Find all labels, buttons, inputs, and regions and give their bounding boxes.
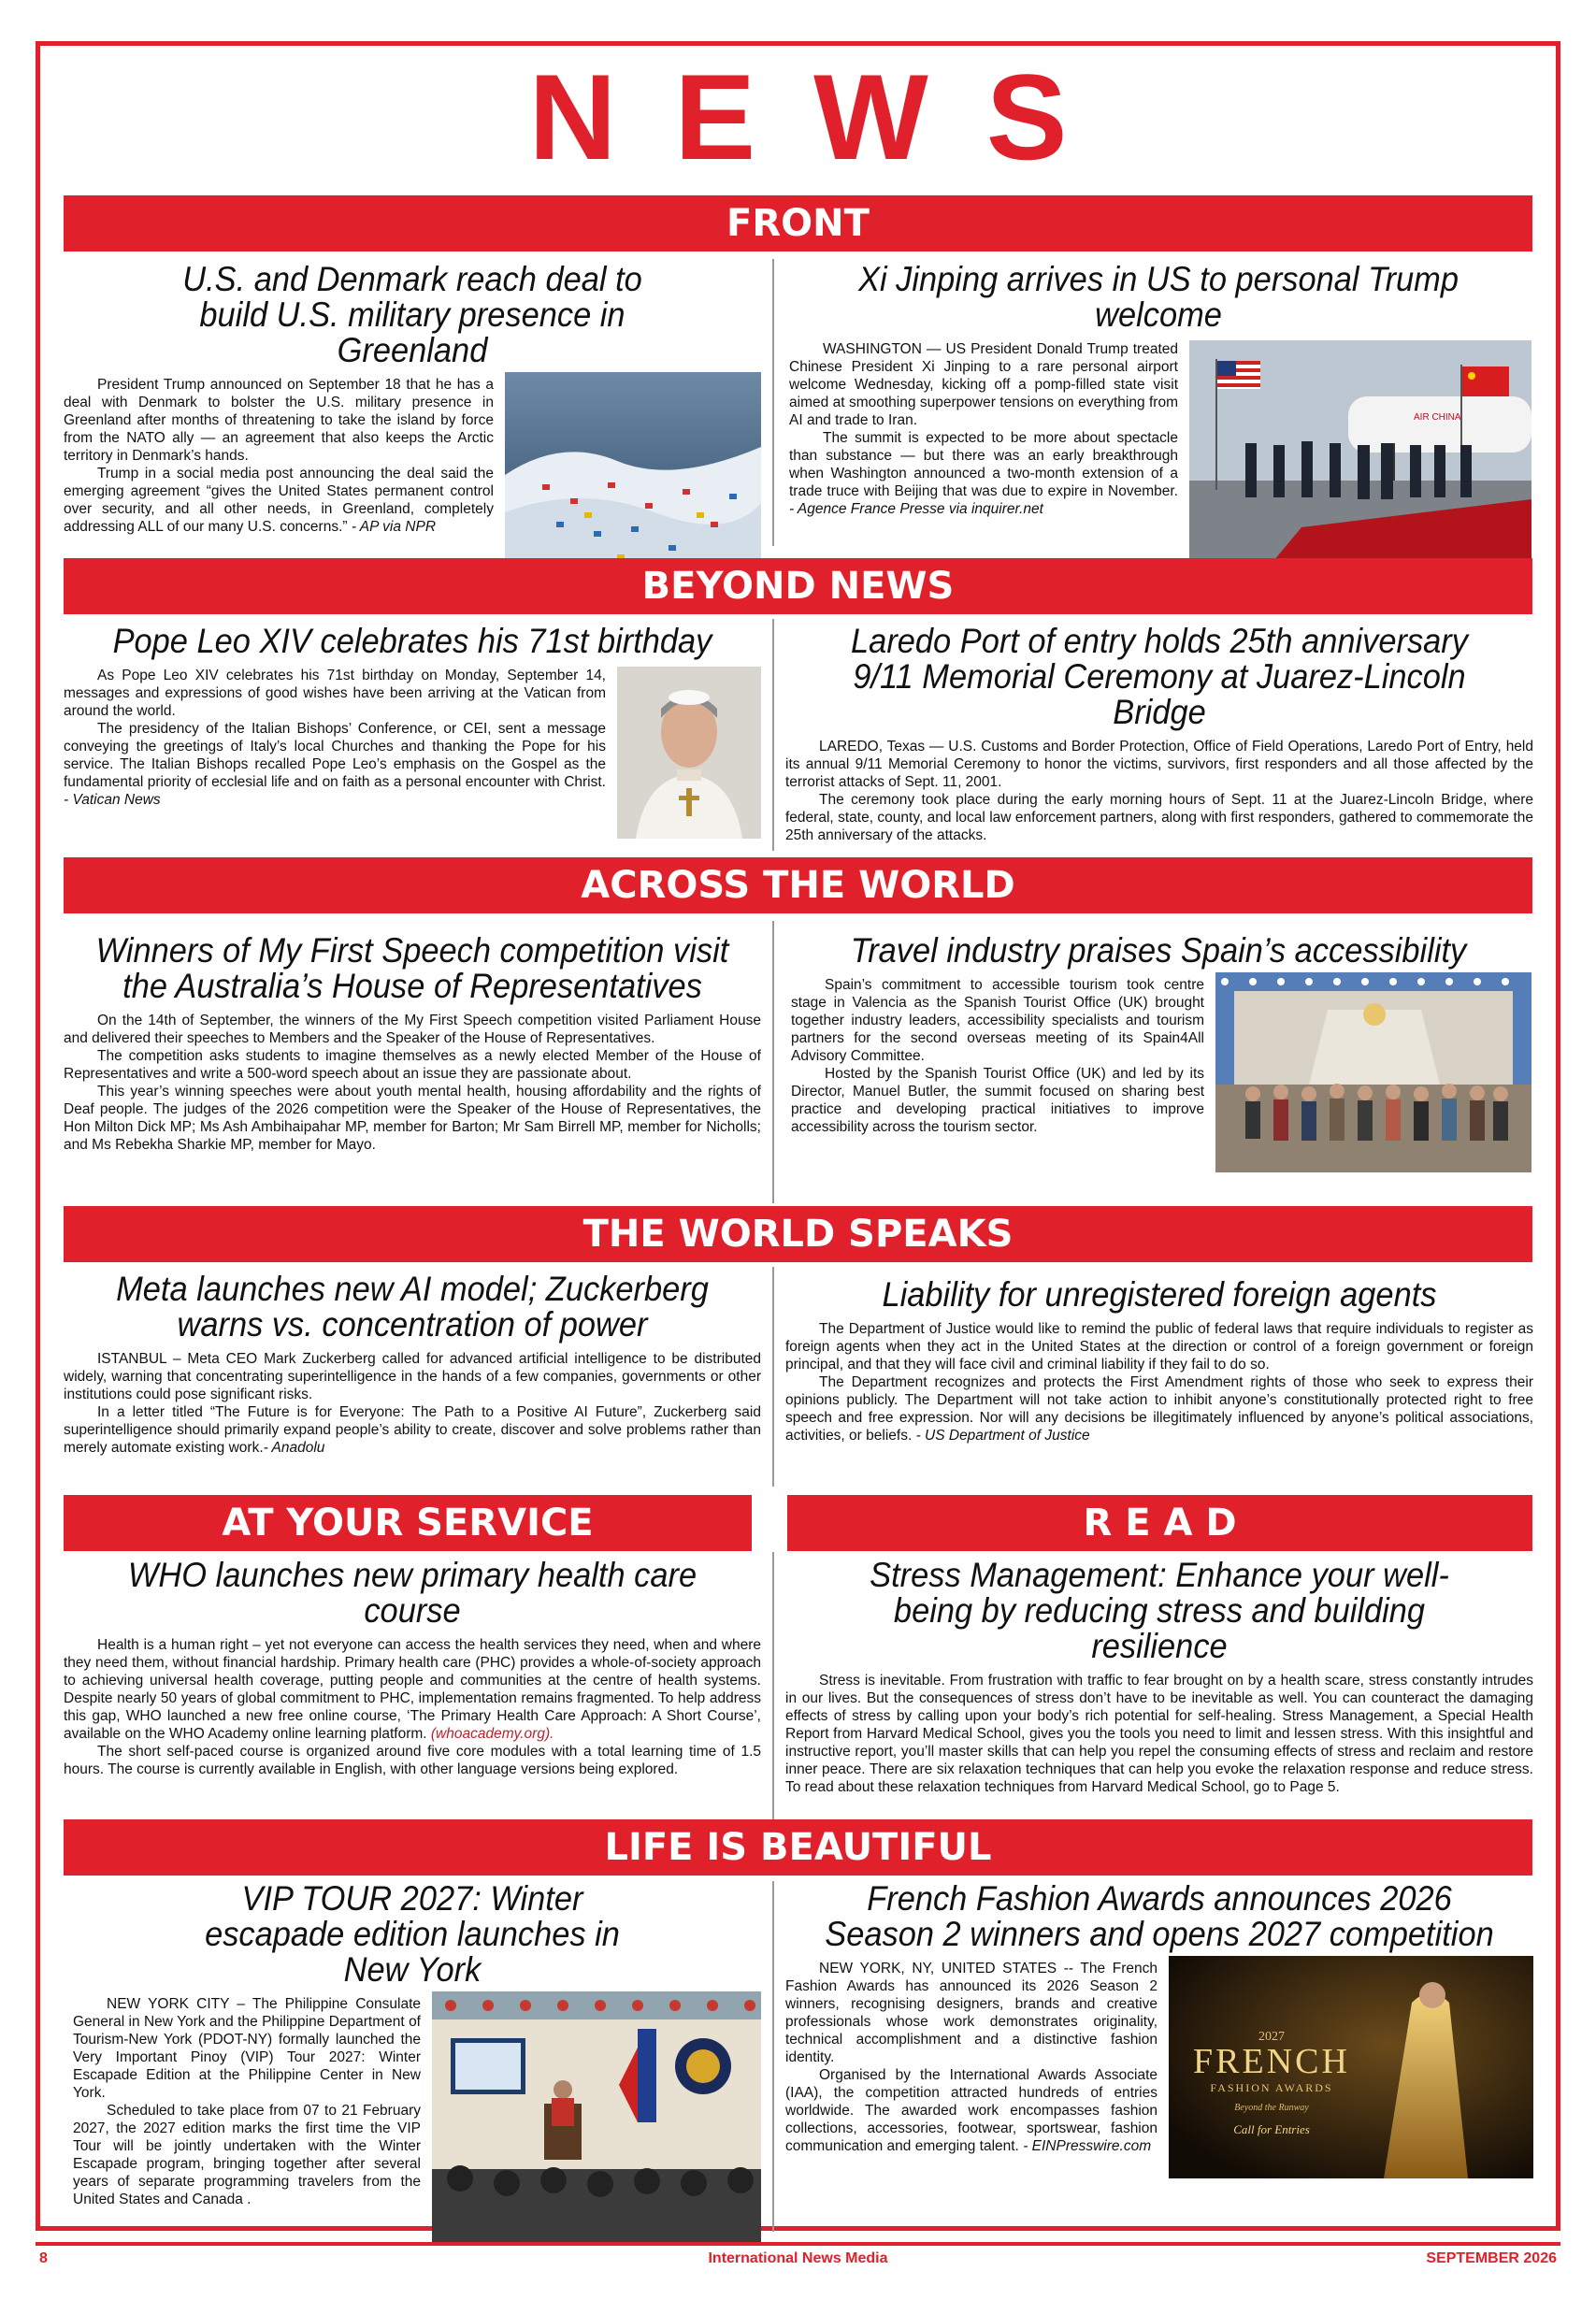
paragraph: Health is a human right – yet not everyone can access the health services they need, when and where they need them, without financial hardship. Primary health care (PHC) provides a whole-of-society approach to achieving universal health coverage, putting people and communities at the centre of health systems. Despite nearly 50 years of global commitment to PHC, implementation remains fragmented. To help address this gap, WHO launched a new free online course, ‘The Primary Health Care Approach: A Short Course’, available on the WHO Academy online learning platform. <box>64 1637 761 1742</box>
section-life-is-beautiful-band: LIFE IS BEAUTIFUL <box>64 1819 1532 1876</box>
headline: Travel industry praises Spain’s accessibility <box>850 931 1467 970</box>
paragraph: Spain’s commitment to accessible tourism took centre stage in Valencia as the Spanish Tourist Office (UK) brought together industry leaders, accessibility specialists and tourism partners for the second overseas meeting of its Spain4All Advisory Committee. <box>791 977 1204 1064</box>
paragraph: In a letter titled “The Future is for Everyone: The Path to a Positive AI Future”, Zuckerberg said superintelligence should primarily expand people’s ability to create, discover and solve problems rather than merely automate existing work. <box>64 1404 761 1456</box>
headline: Laredo Port of entry holds 25th anniversary 9/11 Memorial Ceremony at Juarez-Lincoln Bridge <box>851 622 1468 731</box>
section-the-world-speaks-band: THE WORLD SPEAKS <box>64 1206 1532 1262</box>
column-divider <box>772 619 774 851</box>
poster-tagline: Beyond the Runway <box>1234 2103 1309 2113</box>
article-source: - Vatican News <box>64 792 161 808</box>
article-first-speech <box>64 933 761 1154</box>
article-stress-management <box>785 1558 1533 1796</box>
paragraph: Hosted by the Spanish Tourist Office (UK) and led by its Director, Manuel Butler, the summit focused on sharing best practice and developing practical initiatives to improve accessibility across the tourism sector. <box>791 1066 1204 1135</box>
column-divider <box>772 259 774 546</box>
article-body <box>64 376 761 536</box>
article-body <box>64 1350 761 1457</box>
footer-rule <box>36 2242 1560 2246</box>
article-meta <box>64 1272 761 1457</box>
page-number: 8 <box>39 2250 48 2266</box>
paragraph: As Pope Leo XIV celebrates his 71st birthday on Monday, September 14, messages and expressions of good wishes have been arriving at the Vatican from around the world. <box>64 668 606 719</box>
paragraph: NEW YORK CITY – The Philippine Consulate General in New York and the Philippine Department of Tourism-New York (PDOT-NY) formally launched the Very Important Pinoy (VIP) Tour 2027: Winter Escapade Edition at the Philippine Center in New York. <box>73 1996 421 2101</box>
headline: WHO launches new primary health care course <box>127 1556 697 1630</box>
article-source: - Anadolu <box>263 1440 325 1456</box>
paragraph: On the 14th of September, the winners of the My First Speech competition visited Parliament House and delivered their speeches to Members and the Speaker of the House of Representatives. <box>64 1013 761 1046</box>
article-xi-jinping <box>785 262 1531 567</box>
article-french-fashion-awards <box>785 1881 1533 2184</box>
paragraph: The ceremony took place during the early morning hours of Sept. 11 at the Juarez-Lincoln Bridge, where federal, state, county, and local law enforcement partners, along with first responders, gathered to commemorate the 25th anniversary of the attacks. <box>785 792 1533 843</box>
article-spain <box>785 933 1531 1178</box>
paragraph: This year’s winning speeches were about youth mental health, housing affordability and the rights of Deaf people. The judges of the 2026 competition were the Speaker of the House of Representatives, the Hon Milton Dick MP; Ms Ash Ambihaipahar MP, member for Barton; Mr Sam Birrell MP, member for Nicholls; and Ms Rebekha Sharkie MP, member for Mayo. <box>64 1084 761 1153</box>
paragraph: The Department of Justice would like to remind the public of federal laws that require individuals to register as foreign agents when they act in the United States at the direction or control of a foreign government or foreign principal, and that they will face civil and criminal liability if they fail to do so. <box>785 1321 1533 1373</box>
article-source: - AP via NPR <box>351 519 437 535</box>
paragraph: The summit is expected to be more about spectacle than substance — but there was an early breakthrough when Washington announced a two-month extension of a trade truce with Beijing that was due to expire in November. <box>789 430 1178 499</box>
article-body <box>64 1636 761 1778</box>
article-body <box>785 738 1533 844</box>
pope-portrait-photo <box>617 667 761 839</box>
paragraph: WASHINGTON — US President Donald Trump treated Chinese President Xi Jinping to a rare personal airport welcome Wednesday, kicking off a pomp-filled state visit aimed at smoothing superpower tensions on everything from AI and trade to Iran. <box>789 341 1178 428</box>
french-fashion-awards-poster <box>1169 1956 1533 2178</box>
paragraph: Organised by the International Awards Associate (IAA), the competition attracted hundreds of entries worldwide. The awarded work encompasses fashion collections, accessories, footwear, sportswear, fashion communication and emerging talent. <box>785 2067 1157 2154</box>
headline: Liability for unregistered foreign agents <box>882 1275 1437 1314</box>
section-read-band: R E A D <box>787 1495 1532 1551</box>
paragraph: Trump in a social media post announcing the deal said the emerging agreement “gives the United States permanent control over security, and all other needs, in Greenland, completely addressing ALL of our many U.S. concerns.” <box>64 466 494 535</box>
poster-cta: Call for Entries <box>1233 2122 1310 2136</box>
spain-group-photo <box>1215 972 1531 1172</box>
plane-livery-text: AIR CHINA <box>1414 412 1461 423</box>
article-body <box>785 1672 1533 1796</box>
whoacademy-link[interactable]: (whoacademy.org). <box>430 1726 554 1742</box>
paragraph: NEW YORK, NY, UNITED STATES -- The French Fashion Awards has announced its 2026 Season 2 winners, recognising designers, brands and creative professionals whose work demonstrates originality, technical accomplishment and a distinctive fashion identity. <box>785 1961 1157 2065</box>
paragraph: Scheduled to take place from 07 to 21 February 2027, the 2027 edition marks the first time the VIP Tour will be jointly undertaken with the Winter Escapade program, bringing together after several years of separate programming travelers from the United States and Canada . <box>73 2103 421 2207</box>
headline: Meta launches new AI model; Zuckerberg warns vs. concentration of power <box>116 1270 709 1344</box>
article-body <box>785 976 1531 1136</box>
headline: VIP TOUR 2027: Winter escapade edition launches in New York <box>205 1879 620 1989</box>
poster-title: FRENCH <box>1193 2042 1350 2081</box>
article-source: - US Department of Justice <box>915 1428 1090 1444</box>
headline: Stress Management: Enhance your well-being by reducing stress and building resilience <box>870 1556 1449 1665</box>
section-beyond-news-band: BEYOND NEWS <box>64 558 1532 614</box>
article-body <box>64 1012 761 1154</box>
article-source: - EINPresswire.com <box>1023 2138 1152 2154</box>
greenland-photo <box>505 372 761 578</box>
headline: U.S. and Denmark reach deal to build U.S. military presence in Greenland <box>182 260 642 369</box>
article-pope <box>64 624 761 844</box>
column-divider <box>772 921 774 1203</box>
section-at-your-service-band: AT YOUR SERVICE <box>64 1495 752 1551</box>
article-body <box>785 1320 1533 1444</box>
paragraph: The Department recognizes and protects the First Amendment rights of those who seek to express their opinions publicly. The Department will not take action to inhibit anyone’s constitutionally protected right to free speech and free expression. Nor will any decisions be illegitimately influenced by anyone’s political associations, activities, or beliefs. <box>785 1374 1533 1444</box>
vip-tour-launch-photo <box>432 1991 761 2242</box>
poster-subtitle: FASHION AWARDS <box>1210 2081 1333 2094</box>
article-body <box>785 340 1531 518</box>
paragraph: The presidency of the Italian Bishops’ Conference, or CEI, sent a message conveying the greetings of Italy’s local Churches and thanking the Pope for his service. The Italian Bishops recalled Pope Leo’s emphasis on the Gospel as the fundamental priority of ecclesial life and on faith as a personal encounter with Christ. <box>64 721 606 790</box>
column-divider <box>772 1267 774 1487</box>
article-greenland <box>64 262 761 583</box>
paragraph: LAREDO, Texas — U.S. Customs and Border Protection, Office of Field Operations, Laredo Port of Entry, held its annual 9/11 Memorial Ceremony to honor the victims, survivors, first responders and all those affected by the terrorist attacks of Sept. 11, 2001. <box>785 739 1533 790</box>
column-divider <box>772 1881 774 2232</box>
article-foreign-agents <box>785 1277 1533 1444</box>
article-body <box>64 667 761 809</box>
article-vip-tour <box>64 1881 761 2248</box>
section-front-band: FRONT <box>64 195 1532 252</box>
masthead: NEWS <box>528 49 1126 185</box>
headline: Winners of My First Speech competition visit the Australia’s House of Representatives <box>95 931 729 1005</box>
publication-name: International News Media <box>708 2250 888 2266</box>
poster-year: 2027 <box>1258 2030 1285 2044</box>
article-laredo <box>785 624 1533 844</box>
footer <box>36 2249 1560 2273</box>
column-divider <box>772 1552 774 1821</box>
xi-welcome-photo <box>1189 340 1531 561</box>
article-body <box>785 1960 1533 2155</box>
paragraph: President Trump announced on September 18 that he has a deal with Denmark to bolster the U.S. military presence in Greenland after months of threatening to take the island by force from the NATO ally — an agreement that also keeps the Arctic territory in Denmark’s hands. <box>64 377 494 464</box>
article-body <box>64 1995 761 2208</box>
headline: Xi Jinping arrives in US to personal Trump welcome <box>858 260 1459 334</box>
article-who-course <box>64 1558 761 1778</box>
article-source: - Agence France Presse via inquirer.net <box>789 501 1043 517</box>
section-across-the-world-band: ACROSS THE WORLD <box>64 857 1532 913</box>
paragraph: Stress is inevitable. From frustration with traffic to fear brought on by a health scare, stress constantly intrudes in our lives. But the consequences of stress don’t have to be inevitable as well. You can counteract the damaging effects of stress by calling upon your body’s rich potential for self-healing. Stress Management, a Special Health Report from Harvard Medical School, gives you the tools you need to limit and lessen stress. With this insightful and instructive report, you’ll master skills that can help you repel the consuming effects of stress and reclaim and restore inner peace. There are six relaxation techniques that can help you evoke the relaxation response and reduce stress. To read about these relaxation techniques from Harvard Medical School, go to Page 5. <box>785 1673 1533 1795</box>
headline: Pope Leo XIV celebrates his 71st birthday <box>112 622 712 660</box>
paragraph: The short self-paced course is organized around five core modules with a total learning time of 1.5 hours. The course is currently available in English, with other language versions being explored. <box>64 1744 761 1777</box>
paragraph: ISTANBUL – Meta CEO Mark Zuckerberg called for advanced artificial intelligence to be distributed widely, warning that concentrating superintelligence in the hands of a few companies, governments or other institutions could pose significant risks. <box>64 1351 761 1402</box>
headline: French Fashion Awards announces 2026 Season 2 winners and opens 2027 competition <box>825 1879 1494 1953</box>
paragraph: The competition asks students to imagine themselves as a newly elected Member of the House of Representatives and write a 500-word speech about an issue they are passionate about. <box>64 1048 761 1082</box>
issue-date: SEPTEMBER 2026 <box>1426 2250 1557 2266</box>
